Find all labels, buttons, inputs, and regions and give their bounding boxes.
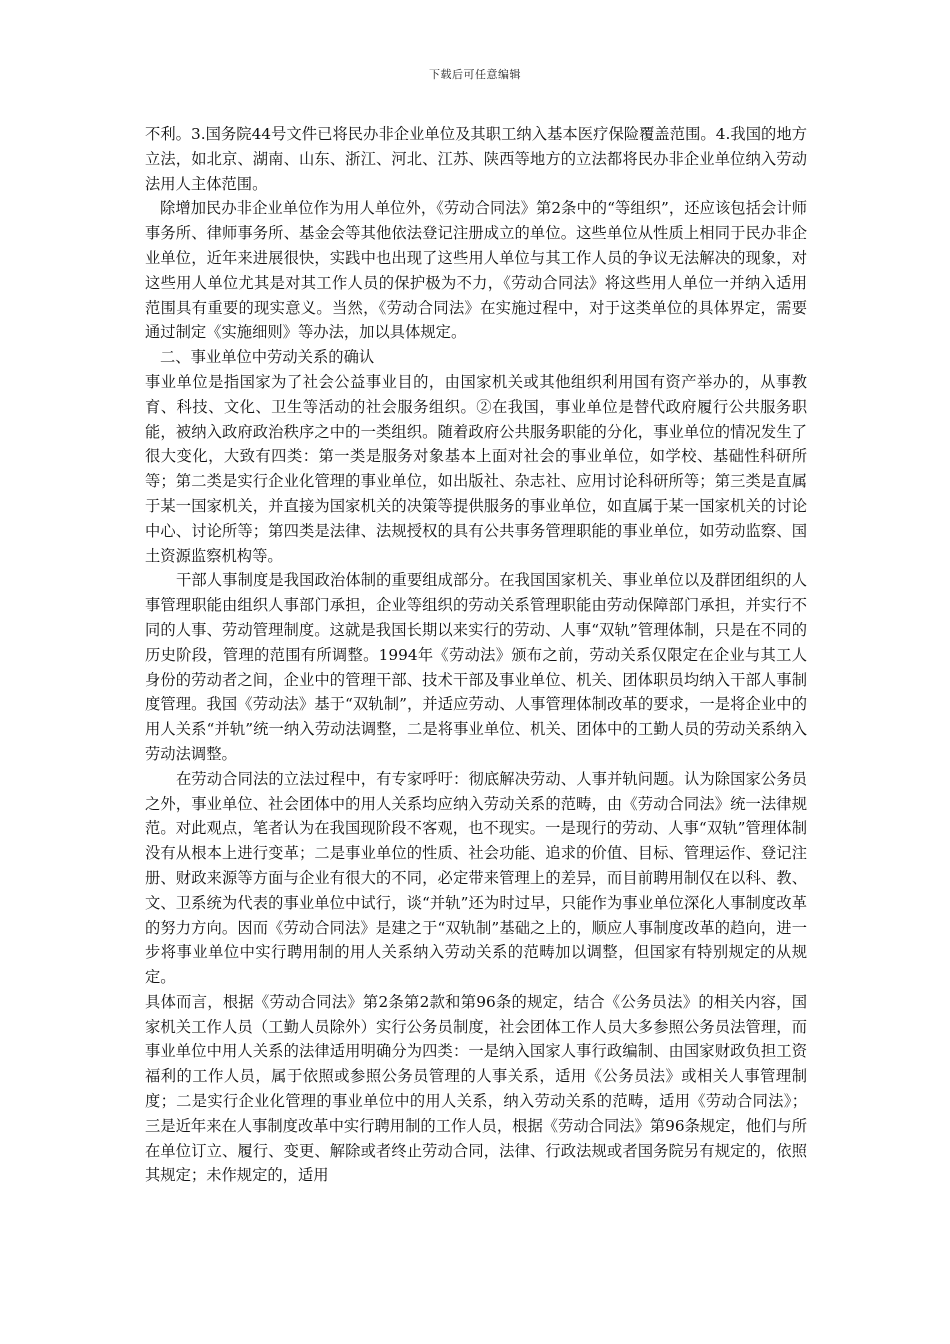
paragraph-institution-definition: 事业单位是指国家为了社会公益事业目的，由国家机关或其他组织利用国有资产举办的，从事教育、科技、文化、卫生等活动的社会服务组织。②在我国，事业单位是替代政府履行公共服务职能，被纳入政府政治秩序之中的一类组织。随着政府公共服务职能的分化，事业单位的情况发生了很大变化，大致有四类：第一类是服务对象基本上面对社会的事业单位，如学校、基础性科研所等；第二类是实行企业化管理的事业单位，如出版社、杂志社、应用讨论科研所等；第三类是直属于某一国家机关，并直接为国家机关的决策等提供服务的事业单位，如直属于某一国家机关的讨论中心、讨论所等；第四类是法律、法规授权的具有公共事务管理职能的事业单位，如劳动监察、国土资源监察机构等。 [145,372,807,565]
paragraph-other-organizations: 除增加民办非企业单位作为用人单位外，《劳动合同法》第2条中的“等组织”，还应该包括会计师事务所、律师事务所、基金会等其他依法登记注册成立的单位。这些单位从性质上相同于民办非企业单位，近年来进展很快，实践中也出现了这些用人单位与其工作人员的争议无法解决的现象，对这些用人单位尤其是对其工作人员的保护极为不力，《劳动合同法》将这些用人单位一并纳入适用范围具有重要的现实意义。当然，《劳动合同法》在实施过程中，对于这类单位的具体界定，需要通过制定《实施细则》等办法，加以具体规定。 [145,199,807,342]
paragraph-personnel-system: 干部人事制度是我国政治体制的重要组成部分。在我国国家机关、事业单位以及群团组织的人事管理职能由组织人事部门承担，企业等组织的劳动关系管理职能由劳动保障部门承担，并实行不同的人事、劳动管理制度。这就是我国长期以来实行的劳动、人事“双轨”管理体制，只是在不同的历史阶段，管理的范围有所调整。1994年《劳动法》颁布之前，劳动关系仅限定在企业与其工人身份的劳动者之间，企业中的管理干部、技术干部及事业单位、机关、团体职员均纳入干部人事制度管理。我国《劳动法》基于“双轨制”，并适应劳动、人事管理体制改革的要求，一是将企业中的用人关系“并轨”统一纳入劳动法调整，二是将事业单位、机关、团体中的工勤人员的劳动关系纳入劳动法调整。 [145,571,807,763]
document-body [145,122,807,1188]
paragraph-legislative-process: 在劳动合同法的立法过程中，有专家呼吁：彻底解决劳动、人事并轨问题。认为除国家公务员之外，事业单位、社会团体中的用人关系均应纳入劳动关系的范畴，由《劳动合同法》统一法律规范。对此观点，笔者认为在我国现阶段不客观，也不现实。一是现行的劳动、人事“双轨”管理体制没有从根本上进行变革；二是事业单位的性质、社会功能、追求的价值、目标、管理运作、登记注册、财政来源等方面与企业有很大的不同，必定带来管理上的差异，而目前聘用制仅在以科、教、文、卫系统为代表的事业单位中试行，谈“并轨”还为时过早，只能作为事业单位深化人事制度改革的努力方向。因而《劳动合同法》是建之于“双轨制”基础之上的，顺应人事制度改革的趋向，进一步将事业单位中实行聘用制的用人关系纳入劳动关系的范畴加以调整，但国家有特别规定的从规定。 [145,769,807,987]
paragraph-specific-application: 具体而言，根据《劳动合同法》第2条第2款和第96条的规定，结合《公务员法》的相关内容，国家机关工作人员（工勤人员除外）实行公务员制度，社会团体工作人员大多参照公务员法管理，而事业单位中用人关系的法律适用明确分为四类：一是纳入国家人事行政编制、由国家财政负担工资福利的工作人员，属于依照或参照公务员管理的人事关系，适用《公务员法》或相关人事管理制度；二是实行企业化管理的事业单位中的用人关系，纳入劳动关系的范畴，适用《劳动合同法》；三是近年来在人事制度改革中实行聘用制的工作人员，根据《劳动合同法》第96条规定，他们与所在单位订立、履行、变更、解除或者终止劳动合同，法律、行政法规或者国务院另有规定的，依照其规定；未作规定的，适用 [145,992,807,1185]
section-heading-institutions: 二、事业单位中劳动关系的确认 [160,348,375,367]
page-header: 下载后可任意编辑 [429,68,521,81]
paragraph-continuation: 不利。3.国务院44号文件已将民办非企业单位及其职工纳入基本医疗保险覆盖范围。4.我国的地方立法，如北京、湖南、山东、浙江、河北、江苏、陕西等地方的立法都将民办非企业单位纳入劳动法用人主体范围。 [145,125,807,193]
